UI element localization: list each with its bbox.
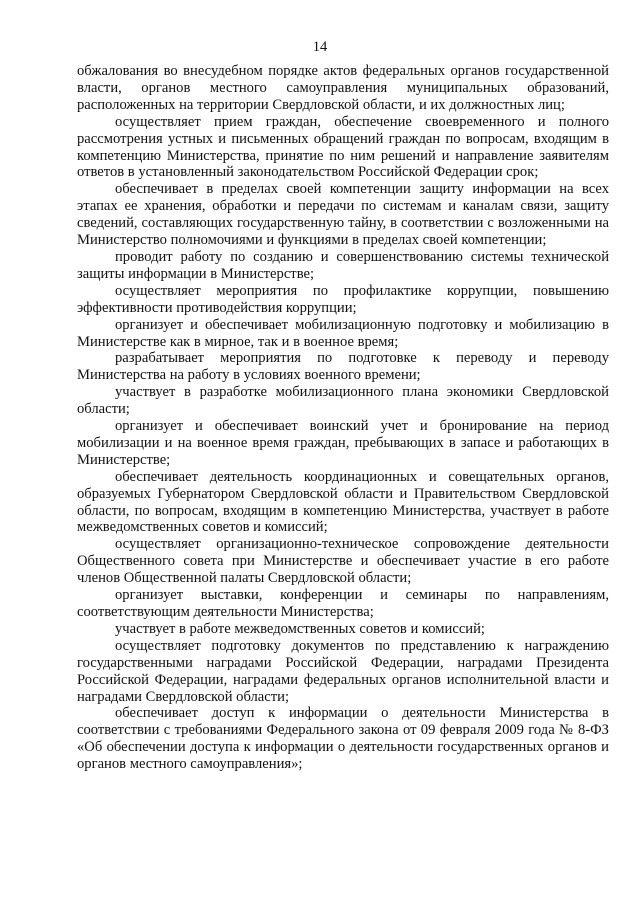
document-body <box>77 63 609 773</box>
paragraph: осуществляет организационно-техническое сопровождение деятельности Общественного совета при Министерстве и обеспечивает участие в его работе членов Общественной палаты Свердловской области; <box>77 536 609 587</box>
paragraph: осуществляет мероприятия по профилактике коррупции, повышению эффективности противодействия коррупции; <box>77 282 609 316</box>
paragraph: обеспечивает деятельность координационных и совещательных органов, образуемых Губернатором Свердловской области и Правительством Свердловской области, по вопросам, входящим в компетенцию Министерства, участвует в работе межведомственных советов и комиссий; <box>77 468 609 536</box>
paragraph-continuation: обжалования во внесудебном порядке актов федеральных органов государственной власти, органов местного самоуправления муниципальных образований, расположенных на территории Свердловской области, и их должностных лиц; <box>77 63 609 113</box>
page-number: 14 <box>312 39 328 55</box>
paragraph: разрабатывает мероприятия по подготовке к переводу и переводу Министерства на работу в условиях военного времени; <box>77 350 609 384</box>
paragraph: проводит работу по созданию и совершенствованию системы технической защиты информации в Министерстве; <box>77 248 609 282</box>
paragraph: обеспечивает в пределах своей компетенции защиту информации на всех этапах ее хранения, обработки и передачи по системам и каналам связи, защиту сведений, составляющих государственную тайну, в соответствии с возложенными на Министерство полномочиями и функциями в пределах своей компетенции; <box>77 181 609 249</box>
paragraph: организует выставки, конференции и семинары по направлениям, соответствующим деятельности Министерства; <box>77 587 609 620</box>
paragraph: организует и обеспечивает мобилизационную подготовку и мобилизацию в Министерстве как в мирное, так и в военное время; <box>77 316 609 350</box>
paragraph: организует и обеспечивает воинский учет и бронирование на период мобилизации и на военное время граждан, пребывающих в запасе и работающих в Министерстве; <box>77 418 609 468</box>
paragraph: обеспечивает доступ к информации о деятельности Министерства в соответствии с требованиями Федерального закона от 09 февраля 2009 года № 8-ФЗ «Об обеспечении доступа к информации о деятельности государственных органов и органов местного самоуправления»; <box>77 705 609 773</box>
paragraph: осуществляет прием граждан, обеспечение своевременного и полного рассмотрения устных и письменных обращений граждан по вопросам, входящим в компетенцию Министерства, принятие по ним решений и направление заявителям ответов в установленный законодательством Российской Федерации срок; <box>77 113 609 181</box>
paragraph: участвует в разработке мобилизационного плана экономики Свердловской области; <box>77 384 609 418</box>
paragraph: осуществляет подготовку документов по представлению к награждению государственными наградами Российской Федерации, наградами Президента Российской Федерации, наградами федеральных органов исполнительной власти и наградами Свердловской области; <box>77 637 609 705</box>
paragraph: участвует в работе межведомственных советов и комиссий; <box>115 620 485 637</box>
